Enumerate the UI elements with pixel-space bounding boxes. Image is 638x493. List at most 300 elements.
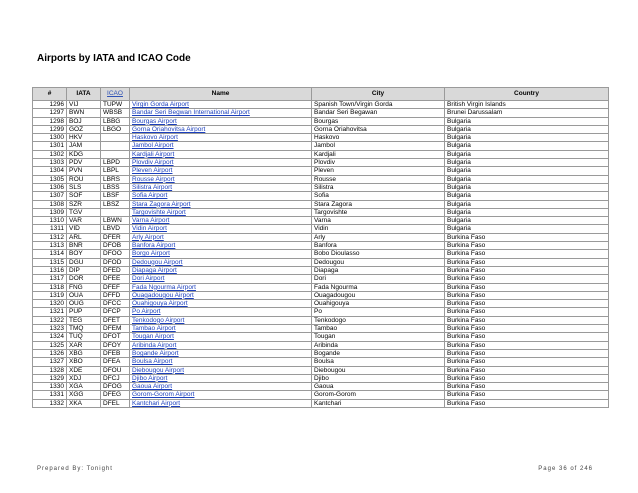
- city: Gaoua: [312, 383, 445, 391]
- icao-code: DFEL: [101, 399, 130, 407]
- table-row: [33, 399, 609, 407]
- airport-name-link[interactable]: Tougan Airport: [132, 333, 174, 341]
- icao-code: DFEF: [101, 283, 130, 291]
- iata-code: ROU: [67, 175, 101, 183]
- country: Bulgaria: [445, 208, 609, 216]
- airport-name-link[interactable]: Plovdiv Airport: [132, 159, 174, 167]
- country: Burkina Faso: [445, 266, 609, 274]
- iata-code: XAR: [67, 341, 101, 349]
- country: Burkina Faso: [445, 383, 609, 391]
- table-row: [33, 192, 609, 200]
- city: Bogande: [312, 349, 445, 357]
- airport-name: [130, 383, 312, 391]
- iata-code: PDV: [67, 159, 101, 167]
- icao-code: TUPW: [101, 101, 130, 109]
- table-row: [33, 134, 609, 142]
- airport-name: [130, 325, 312, 333]
- city: Jambol: [312, 142, 445, 150]
- table-row: [33, 183, 609, 191]
- city: Bourgas: [312, 117, 445, 125]
- table-row: [33, 308, 609, 316]
- iata-code: XBG: [67, 349, 101, 357]
- row-number: 1314: [33, 250, 67, 258]
- airport-name: [130, 183, 312, 191]
- city: Tougan: [312, 333, 445, 341]
- country: Burkina Faso: [445, 291, 609, 299]
- city: Tenkodogo: [312, 316, 445, 324]
- airport-name: [130, 333, 312, 341]
- icao-code: DFEM: [101, 325, 130, 333]
- table-row: [33, 391, 609, 399]
- iata-code: TUQ: [67, 333, 101, 341]
- table-row: [33, 242, 609, 250]
- iata-code: DOR: [67, 275, 101, 283]
- table-row: [33, 217, 609, 225]
- iata-code: BOJ: [67, 117, 101, 125]
- airport-name: [130, 300, 312, 308]
- city: Stara Zagora: [312, 200, 445, 208]
- airport-name: [130, 192, 312, 200]
- country: Burkina Faso: [445, 233, 609, 241]
- country: Bulgaria: [445, 183, 609, 191]
- airport-name: [130, 258, 312, 266]
- row-number: 1309: [33, 208, 67, 216]
- table-row: [33, 200, 609, 208]
- iata-code: BNR: [67, 242, 101, 250]
- row-number: 1324: [33, 333, 67, 341]
- icao-code: DFOO: [101, 250, 130, 258]
- city: Sofia: [312, 192, 445, 200]
- row-number: 1308: [33, 200, 67, 208]
- city: Arly: [312, 233, 445, 241]
- icao-code: DFOD: [101, 258, 130, 266]
- country: Bulgaria: [445, 225, 609, 233]
- table-row: [33, 150, 609, 158]
- row-number: 1312: [33, 233, 67, 241]
- airport-name: [130, 374, 312, 382]
- iata-code: BOY: [67, 250, 101, 258]
- iata-code: HKV: [67, 134, 101, 142]
- airport-name-link[interactable]: Diebougou Airport: [132, 366, 185, 374]
- column-header-iata: IATA: [67, 88, 101, 101]
- airport-name: [130, 101, 312, 109]
- iata-code: DIP: [67, 266, 101, 274]
- icao-code: LBPL: [101, 167, 130, 175]
- table-row: [33, 125, 609, 133]
- airport-name-link[interactable]: Kantchari Airport: [132, 399, 181, 407]
- row-number: 1328: [33, 366, 67, 374]
- city: Haskovo: [312, 134, 445, 142]
- city: Ouahigouya: [312, 300, 445, 308]
- airport-name: [130, 200, 312, 208]
- airport-name: [130, 291, 312, 299]
- row-number: 1320: [33, 300, 67, 308]
- airport-name-link[interactable]: Jambol Airport: [132, 142, 174, 150]
- row-number: 1329: [33, 374, 67, 382]
- iata-code: SLS: [67, 183, 101, 191]
- city: Gorom-Gorom: [312, 391, 445, 399]
- iata-code: KDG: [67, 150, 101, 158]
- row-number: 1296: [33, 101, 67, 109]
- airport-name-link[interactable]: Gorna Oriahovitsa Airport: [132, 125, 206, 133]
- airport-name: [130, 208, 312, 216]
- airport-name: [130, 159, 312, 167]
- icao-code: LBBG: [101, 117, 130, 125]
- country: Bulgaria: [445, 192, 609, 200]
- airport-name: [130, 217, 312, 225]
- table-row: [33, 341, 609, 349]
- row-number: 1313: [33, 242, 67, 250]
- airport-name-link[interactable]: Dedougou Airport: [132, 258, 183, 266]
- row-number: 1306: [33, 183, 67, 191]
- airport-name-link[interactable]: Gaoua Airport: [132, 383, 173, 391]
- airport-name-link[interactable]: Djibo Airport: [132, 374, 168, 382]
- table-row: [33, 366, 609, 374]
- country: Burkina Faso: [445, 349, 609, 357]
- city: Spanish Town/Virgin Gorda: [312, 101, 445, 109]
- iata-code: XKA: [67, 399, 101, 407]
- row-number: 1310: [33, 217, 67, 225]
- row-number: 1297: [33, 109, 67, 117]
- icao-code: DFEA: [101, 358, 130, 366]
- airport-name: [130, 225, 312, 233]
- iata-code: GOZ: [67, 125, 101, 133]
- country: Bulgaria: [445, 167, 609, 175]
- iata-code: TEG: [67, 316, 101, 324]
- airport-name: [130, 109, 312, 117]
- airport-name-link[interactable]: Vidin Airport: [132, 225, 167, 233]
- icao-code: LBSF: [101, 192, 130, 200]
- country: Brunei Darussalam: [445, 109, 609, 117]
- airport-name-link[interactable]: Pleven Airport: [132, 167, 173, 175]
- row-number: 1327: [33, 358, 67, 366]
- column-header-number: #: [33, 88, 67, 101]
- column-header-country: Country: [445, 88, 609, 101]
- row-number: 1302: [33, 150, 67, 158]
- city: Kardjali: [312, 150, 445, 158]
- airport-name: [130, 349, 312, 357]
- icao-code: DFED: [101, 266, 130, 274]
- airport-name-link[interactable]: Varna Airport: [132, 217, 170, 225]
- iata-code: VIJ: [67, 101, 101, 109]
- airport-name-link[interactable]: Haskovo Airport: [132, 134, 178, 142]
- airport-name: [130, 266, 312, 274]
- airport-name-link[interactable]: Rousse Airport: [132, 175, 175, 183]
- table-row: [33, 208, 609, 216]
- country: Burkina Faso: [445, 300, 609, 308]
- icao-code: DFOB: [101, 242, 130, 250]
- city: Kantchari: [312, 399, 445, 407]
- airport-name: [130, 175, 312, 183]
- airport-name-link[interactable]: Bogande Airport: [132, 349, 179, 357]
- city: Dori: [312, 275, 445, 283]
- iata-code: SZR: [67, 200, 101, 208]
- footer-prepared-by: Prepared By: Tonight: [37, 466, 113, 472]
- country: Bulgaria: [445, 159, 609, 167]
- airport-name: [130, 316, 312, 324]
- airport-name-link[interactable]: Fada Ngourma Airport: [132, 283, 196, 291]
- icao-code: LBSZ: [101, 200, 130, 208]
- icao-code: LBGO: [101, 125, 130, 133]
- row-number: 1304: [33, 167, 67, 175]
- icao-code: LBPD: [101, 159, 130, 167]
- row-number: 1317: [33, 275, 67, 283]
- country: Burkina Faso: [445, 391, 609, 399]
- airport-name-link[interactable]: Arly Airport: [132, 233, 164, 241]
- icao-code: [101, 142, 130, 150]
- country: Burkina Faso: [445, 250, 609, 258]
- airport-name-link[interactable]: Borgo Airport: [132, 250, 170, 258]
- table-row: [33, 275, 609, 283]
- country: Bulgaria: [445, 117, 609, 125]
- table-row: [33, 101, 609, 109]
- table-row: [33, 325, 609, 333]
- airport-name-link[interactable]: Ouagadougou Airport: [132, 291, 194, 299]
- country: Bulgaria: [445, 142, 609, 150]
- table-row: [33, 117, 609, 125]
- icao-code: [101, 134, 130, 142]
- iata-code: XGA: [67, 383, 101, 391]
- country: Burkina Faso: [445, 242, 609, 250]
- airport-name-link[interactable]: Sofia Airport: [132, 192, 168, 200]
- icao-code: WBSB: [101, 109, 130, 117]
- iata-code: ARL: [67, 233, 101, 241]
- iata-code: JAM: [67, 142, 101, 150]
- iata-code: TGV: [67, 208, 101, 216]
- iata-code: XDJ: [67, 374, 101, 382]
- row-number: 1330: [33, 383, 67, 391]
- table-row: [33, 300, 609, 308]
- table-row: [33, 291, 609, 299]
- airport-name: [130, 358, 312, 366]
- city: Bobo Dioulasso: [312, 250, 445, 258]
- iata-code: PVN: [67, 167, 101, 175]
- airport-name: [130, 125, 312, 133]
- airport-name-link[interactable]: Po Airport: [132, 308, 161, 316]
- country: Bulgaria: [445, 134, 609, 142]
- icao-code: DFOG: [101, 383, 130, 391]
- icao-code: DFCJ: [101, 374, 130, 382]
- country: Burkina Faso: [445, 366, 609, 374]
- iata-code: XDE: [67, 366, 101, 374]
- airport-name-link[interactable]: Aribinda Airport: [132, 341, 177, 349]
- city: Fada Ngourma: [312, 283, 445, 291]
- country: Burkina Faso: [445, 341, 609, 349]
- iata-code: OUG: [67, 300, 101, 308]
- airport-name-link[interactable]: Stara Zagora Airport: [132, 200, 191, 208]
- row-number: 1318: [33, 283, 67, 291]
- city: Rousse: [312, 175, 445, 183]
- row-number: 1323: [33, 325, 67, 333]
- row-number: 1325: [33, 341, 67, 349]
- country: Bulgaria: [445, 200, 609, 208]
- country: Burkina Faso: [445, 374, 609, 382]
- airport-name: [130, 242, 312, 250]
- iata-code: OUA: [67, 291, 101, 299]
- icao-code: LBWN: [101, 217, 130, 225]
- country: Burkina Faso: [445, 316, 609, 324]
- city: Gorna Oriahovitsa: [312, 125, 445, 133]
- country: Burkina Faso: [445, 308, 609, 316]
- column-header-icao-link[interactable]: ICAO: [101, 88, 130, 101]
- column-header-city: City: [312, 88, 445, 101]
- airport-name: [130, 167, 312, 175]
- airport-name: [130, 275, 312, 283]
- column-header-name: Name: [130, 88, 312, 101]
- table-row: [33, 258, 609, 266]
- iata-code: XGG: [67, 391, 101, 399]
- airport-name-link[interactable]: Ouahigouya Airport: [132, 300, 188, 308]
- footer-page-number: Page 36 of 246: [538, 466, 593, 472]
- table-row: [33, 233, 609, 241]
- airport-name: [130, 308, 312, 316]
- row-number: 1305: [33, 175, 67, 183]
- table-row: [33, 142, 609, 150]
- airport-name-link[interactable]: Banfora Airport: [132, 242, 176, 250]
- country: Burkina Faso: [445, 258, 609, 266]
- table-row: [33, 167, 609, 175]
- icao-code: DFCC: [101, 300, 130, 308]
- row-number: 1319: [33, 291, 67, 299]
- row-number: 1321: [33, 308, 67, 316]
- airport-name-link[interactable]: Bourgas Airport: [132, 117, 177, 125]
- city: Varna: [312, 217, 445, 225]
- icao-code: DFCP: [101, 308, 130, 316]
- table-header-row: [33, 88, 609, 101]
- icao-code: LBRS: [101, 175, 130, 183]
- airport-name: [130, 341, 312, 349]
- iata-code: DGU: [67, 258, 101, 266]
- city: Silistra: [312, 183, 445, 191]
- table-row: [33, 333, 609, 341]
- airport-name: [130, 283, 312, 291]
- airport-name-link[interactable]: Dori Airport: [132, 275, 165, 283]
- row-number: 1300: [33, 134, 67, 142]
- table-row: [33, 349, 609, 357]
- table-row: [33, 358, 609, 366]
- city: Djibo: [312, 374, 445, 382]
- table-row: [33, 109, 609, 117]
- row-number: 1322: [33, 316, 67, 324]
- iata-code: FNG: [67, 283, 101, 291]
- city: Bandar Seri Begawan: [312, 109, 445, 117]
- icao-code: DFEG: [101, 391, 130, 399]
- country: Bulgaria: [445, 125, 609, 133]
- row-number: 1326: [33, 349, 67, 357]
- airport-name: [130, 150, 312, 158]
- icao-code: LBSS: [101, 183, 130, 191]
- country: Bulgaria: [445, 150, 609, 158]
- iata-code: PUP: [67, 308, 101, 316]
- airport-name: [130, 366, 312, 374]
- icao-code: DFER: [101, 233, 130, 241]
- row-number: 1311: [33, 225, 67, 233]
- country: Burkina Faso: [445, 283, 609, 291]
- icao-code: [101, 208, 130, 216]
- airport-name: [130, 142, 312, 150]
- airport-name-link[interactable]: Bandar Seri Begwan International Airport: [132, 109, 250, 117]
- iata-code: BWN: [67, 109, 101, 117]
- iata-code: SOF: [67, 192, 101, 200]
- row-number: 1303: [33, 159, 67, 167]
- airport-name-link[interactable]: Diapaga Airport: [132, 266, 177, 274]
- icao-code: DFOY: [101, 341, 130, 349]
- city: Dedougou: [312, 258, 445, 266]
- table-row: [33, 250, 609, 258]
- icao-code: [101, 150, 130, 158]
- page-title: Airports by IATA and ICAO Code: [37, 53, 191, 64]
- table-row: [33, 266, 609, 274]
- row-number: 1298: [33, 117, 67, 125]
- table-row: [33, 283, 609, 291]
- airport-name: [130, 391, 312, 399]
- city: Targovishte: [312, 208, 445, 216]
- airports-table: [32, 87, 609, 408]
- city: Vidin: [312, 225, 445, 233]
- row-number: 1316: [33, 266, 67, 274]
- icao-code: DFOT: [101, 333, 130, 341]
- iata-code: VID: [67, 225, 101, 233]
- icao-code: DFEB: [101, 349, 130, 357]
- airport-name: [130, 117, 312, 125]
- country: Burkina Faso: [445, 358, 609, 366]
- country: Bulgaria: [445, 175, 609, 183]
- country: British Virgin Islands: [445, 101, 609, 109]
- city: Ouagadougou: [312, 291, 445, 299]
- icao-code: DFOU: [101, 366, 130, 374]
- icao-code: LBVD: [101, 225, 130, 233]
- airport-name: [130, 134, 312, 142]
- row-number: 1331: [33, 391, 67, 399]
- airport-name-link[interactable]: Tenkodogo Airport: [132, 316, 185, 324]
- city: Po: [312, 308, 445, 316]
- airport-name-link[interactable]: Gorom-Gorom Airport: [132, 391, 195, 399]
- city: Diebougou: [312, 366, 445, 374]
- table-row: [33, 383, 609, 391]
- airport-name: [130, 399, 312, 407]
- airport-name-link[interactable]: Virgin Gorda Airport: [132, 101, 189, 108]
- table-row: [33, 225, 609, 233]
- airport-name-link[interactable]: Kardjali Airport: [132, 150, 175, 158]
- icao-code: DFFD: [101, 291, 130, 299]
- city: Tambao: [312, 325, 445, 333]
- table-row: [33, 374, 609, 382]
- country: Burkina Faso: [445, 399, 609, 407]
- airport-name-link[interactable]: Boulsa Airport: [132, 358, 173, 366]
- row-number: 1307: [33, 192, 67, 200]
- row-number: 1332: [33, 399, 67, 407]
- city: Aribinda: [312, 341, 445, 349]
- table-row: [33, 159, 609, 167]
- iata-code: VAR: [67, 217, 101, 225]
- city: Diapaga: [312, 266, 445, 274]
- country: Burkina Faso: [445, 275, 609, 283]
- country: Bulgaria: [445, 217, 609, 225]
- airport-name-link[interactable]: Targovishte Airport: [132, 208, 186, 216]
- icao-code: DFEE: [101, 275, 130, 283]
- city: Boulsa: [312, 358, 445, 366]
- airport-name-link[interactable]: Tambao Airport: [132, 325, 176, 333]
- icao-code: DFET: [101, 316, 130, 324]
- row-number: 1301: [33, 142, 67, 150]
- airport-name-link[interactable]: Silistra Airport: [132, 183, 173, 191]
- iata-code: TMQ: [67, 325, 101, 333]
- row-number: 1315: [33, 258, 67, 266]
- table-row: [33, 175, 609, 183]
- city: Banfora: [312, 242, 445, 250]
- airport-name: [130, 233, 312, 241]
- country: Burkina Faso: [445, 333, 609, 341]
